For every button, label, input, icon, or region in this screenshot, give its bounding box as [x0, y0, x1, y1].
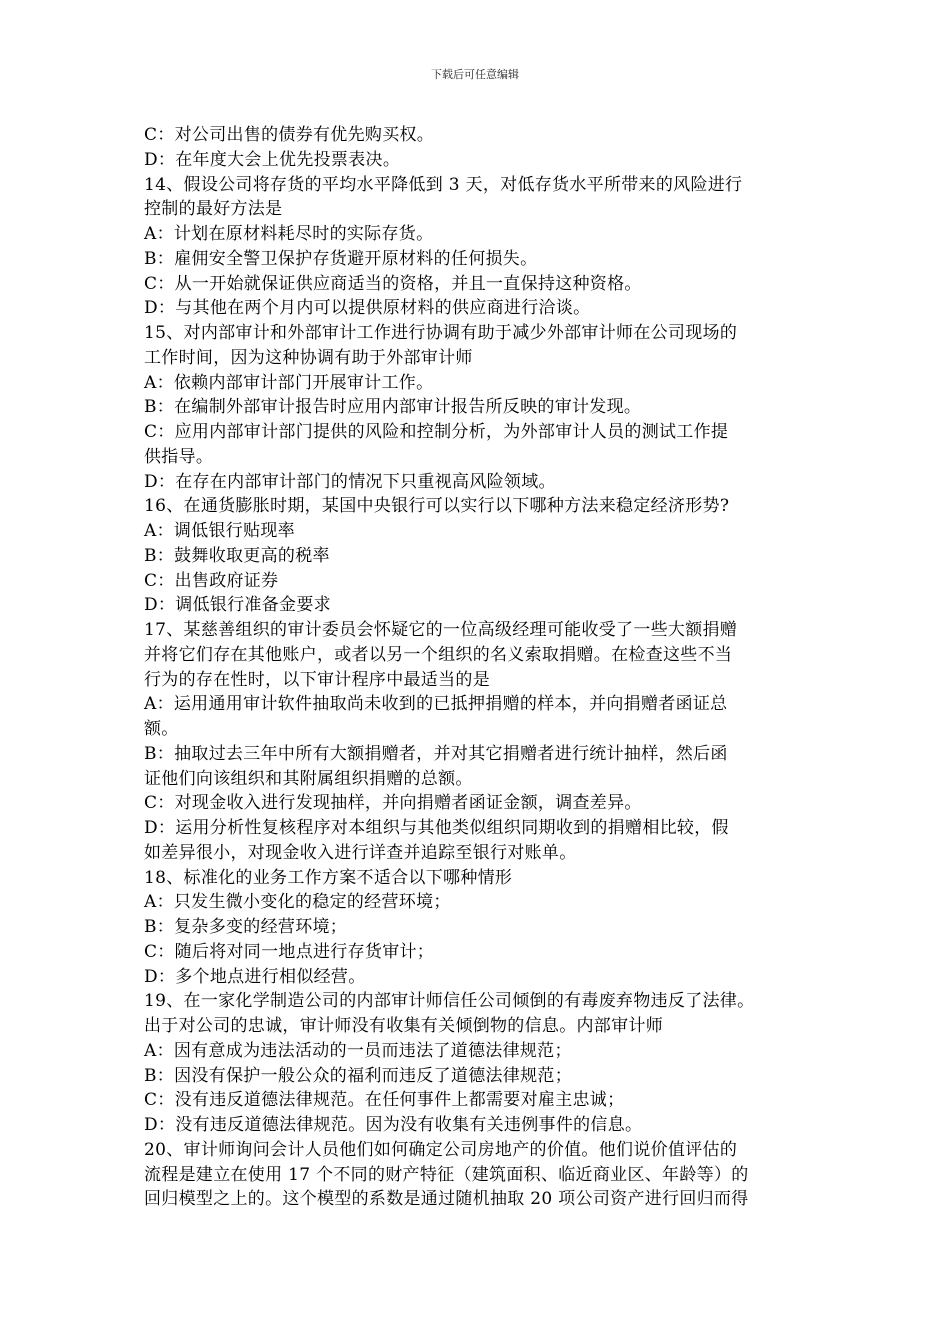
option-line: B：在编制外部审计报告时应用内部审计报告所反映的审计发现。 [144, 397, 642, 418]
option-line: C：从一开始就保证供应商适当的资格，并且一直保持这种资格。 [144, 273, 642, 294]
option-line: A：调低银行贴现率 [144, 521, 295, 541]
option-line: D：多个地点进行相似经营。 [144, 966, 366, 987]
text-line: D：在年度大会上优先投票表决。 [144, 149, 401, 170]
text-line: C：对公司出售的债券有优先购买权。 [144, 125, 435, 145]
question-17-line: 17、某慈善组织的审计委员会怀疑它的一位高级经理可能收受了一些大额捐赠 [144, 620, 738, 640]
option-line: A：因有意成为违法活动的一员而违法了道德法律规范； [144, 1040, 572, 1061]
text-line: 流程是建立在使用 17 个不同的财产特征（建筑面积、临近商业区、年龄等）的 [144, 1164, 749, 1185]
option-line: B：鼓舞收取更高的税率 [144, 545, 330, 566]
option-line: A：依赖内部审计部门开展审计工作。 [144, 372, 434, 393]
question-14-line: 14、假设公司将存货的平均水平降低到 3 天，对低存货水平所带来的风险进行 [144, 174, 743, 195]
option-line: C：随后将对同一地点进行存货审计； [144, 941, 435, 962]
text-line: 供指导。 [144, 446, 214, 467]
question-20-line: 20、审计师询问会计人员他们如何确定公司房地产的价值。他们说价值评估的 [144, 1139, 738, 1160]
text-line: 如差异很小，对现金收入进行详查并追踪至银行对账单。 [144, 842, 577, 863]
text-line: 工作时间，因为这种协调有助于外部审计师 [144, 347, 473, 368]
option-line: A：只发生微小变化的稳定的经营环境； [144, 892, 451, 913]
text-line: 并将它们存在其他账户，或者以另一个组织的名义索取捐赠。在检查这些不当 [144, 644, 733, 665]
option-line: B：复杂多变的经营环境； [144, 917, 348, 937]
option-line: D：与其他在两个月内可以提供原材料的供应商进行洽谈。 [144, 298, 591, 319]
page-header: 下载后可任意编辑 [431, 68, 519, 81]
question-16-line: 16、在通货膨胀时期，某国中央银行可以实行以下哪种方法来稳定经济形势? [144, 496, 730, 517]
option-line: B：因没有保护一般公众的福利而违反了道德法律规范； [144, 1065, 572, 1086]
question-19-line: 19、在一家化学制造公司的内部审计师信任公司倾倒的有毒废弃物违反了法律。 [144, 991, 755, 1012]
option-line: A：计划在原材料耗尽时的实际存货。 [144, 224, 434, 244]
text-line: 证他们向该组织和其附属组织捐赠的总额。 [144, 768, 473, 789]
text-line: 行为的存在性时，以下审计程序中最适当的是 [144, 669, 490, 690]
text-line: 额。 [144, 719, 179, 739]
option-line: A：运用通用审计软件抽取尚未收到的已抵押捐赠的样本，并向捐赠者函证总 [144, 694, 728, 715]
option-line: C：应用内部审计部门提供的风险和控制分析，为外部审计人员的测试工作提 [144, 422, 729, 442]
option-line: B：抽取过去三年中所有大额捐赠者，并对其它捐赠者进行统计抽样，然后函 [144, 743, 728, 764]
text-line: 出于对公司的忠诚，审计师没有收集有关倾倒物的信息。内部审计师 [144, 1016, 663, 1036]
document-body [144, 123, 824, 1212]
option-line: C：没有违反道德法律规范。在任何事件上都需要对雇主忠诚； [144, 1090, 625, 1111]
question-15-line: 15、对内部审计和外部审计工作进行协调有助于减少外部审计师在公司现场的 [144, 323, 738, 343]
option-line: D：没有违反道德法律规范。因为没有收集有关违例事件的信息。 [144, 1115, 643, 1135]
question-18-line: 18、标准化的业务工作方案不适合以下哪种情形 [144, 867, 513, 888]
option-line: C：出售政府证券 [144, 570, 279, 591]
text-line: 控制的最好方法是 [144, 199, 283, 220]
text-line: 回归模型之上的。这个模型的系数是通过随机抽取 20 项公司资产进行回归而得 [144, 1189, 749, 1210]
option-line: D：在存在内部审计部门的情况下只重视高风险领域。 [144, 471, 556, 492]
option-line: B：雇佣安全警卫保护存货避开原材料的任何损失。 [144, 248, 538, 269]
option-line: D：调低银行准备金要求 [144, 595, 331, 616]
option-line: D：运用分析性复核程序对本组织与其他类似组织同期收到的捐赠相比较，假 [144, 818, 729, 838]
option-line: C：对现金收入进行发现抽样，并向捐赠者函证金额，调查差异。 [144, 793, 642, 814]
